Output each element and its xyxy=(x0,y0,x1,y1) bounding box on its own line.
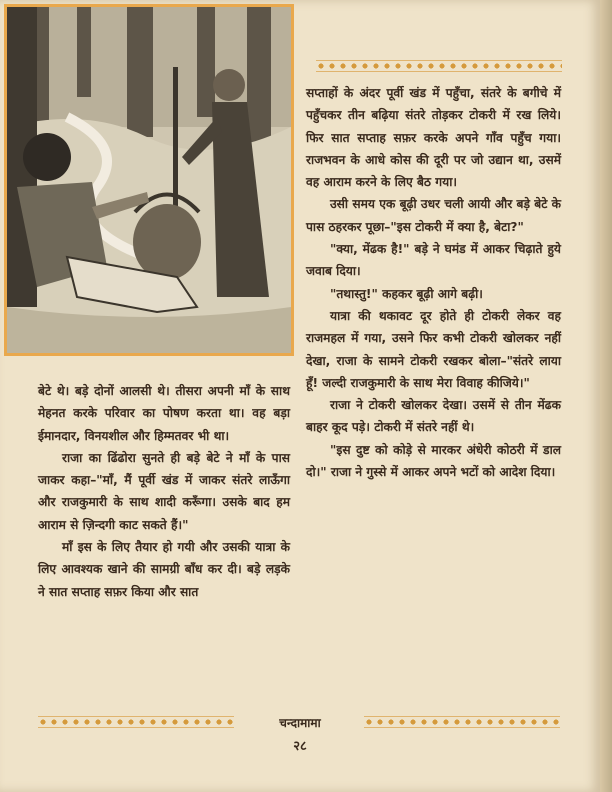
page-number: २८ xyxy=(293,739,307,754)
illustration-drawing xyxy=(7,7,291,353)
paragraph: सप्ताहों के अंदर पूर्वी खंड में पहुँचा, संतरे के बगीचे में पहुँचकर तीन बढ़िया संतरे तोड़कर टोकरी में रख लिये। फिर सात सप्ताह सफ़र करके अपने गाँव पहुँच गया। राजभवन के आधे कोस की दूरी पर जो उद्यान था, उसमें वह आराम करने के लिए बैठ गया। xyxy=(306,86,561,190)
paragraph: राजा ने टोकरी खोलकर देखा। उसमें से तीन मेंढक बाहर कूद पड़े। टोकरी में संतरे नहीं थे। xyxy=(306,398,561,435)
paragraph: उसी समय एक बूढ़ी उधर चली आयी और बड़े बेटे के पास ठहरकर पूछा–"इस टोकरी में क्या है, बेटा?" xyxy=(306,197,561,234)
magazine-title: चन्दामामा xyxy=(279,716,321,730)
story-illustration xyxy=(4,4,294,356)
paragraph: राजा का ढिंढोरा सुनते ही बड़े बेटे ने माँ के पास जाकर कहा–"माँ, मैं पूर्वी खंड में जाकर संतरे लाऊँगा और राजकुमारी के साथ शादी करूँगा। उसके बाद हम आराम से ज़िन्दगी काट सकते हैं।" xyxy=(38,450,290,532)
left-column-text xyxy=(38,380,290,603)
page-edge xyxy=(600,0,612,792)
paragraph: "क्या, मेंढक है!" बड़े ने घमंड में आकर चिढ़ाते हुये जवाब दिया। xyxy=(306,242,561,279)
ornament-band-top xyxy=(316,60,562,72)
paragraph: बेटे थे। बड़े दोनों आलसी थे। तीसरा अपनी माँ के साथ मेहनत करके परिवार का पोषण करता था। वह बड़ा ईमानदार, विनयशील और हिम्मतवर भी था। xyxy=(38,384,290,443)
paragraph: यात्रा की थकावट दूर होते ही टोकरी लेकर वह राजमहल में गया, उसने फिर कभी टोकरी खोलकर नहीं देखा, राजा के सामने टोकरी रखकर बोला–"संतरे लाया हूँ! जल्दी राजकुमारी के साथ मेरा विवाह कीजिये।" xyxy=(306,308,561,390)
paragraph: "इस दुष्ट को कोड़े से मारकर अंधेरी कोठरी में डाल दो।" राजा ने गुस्से में आकर अपने भटों को आदेश दिया। xyxy=(306,442,561,480)
paragraph: माँ इस के लिए तैयार हो गयी और उसकी यात्रा के लिए आवश्यक खाने की सामग्री बाँध कर दी। बड़े लड़के ने सात सप्ताह सफ़र किया और सात xyxy=(38,540,290,599)
paragraph: "तथास्तु!" कहकर बूढ़ी आगे बढ़ी। xyxy=(330,286,483,301)
right-column-text xyxy=(306,82,561,483)
